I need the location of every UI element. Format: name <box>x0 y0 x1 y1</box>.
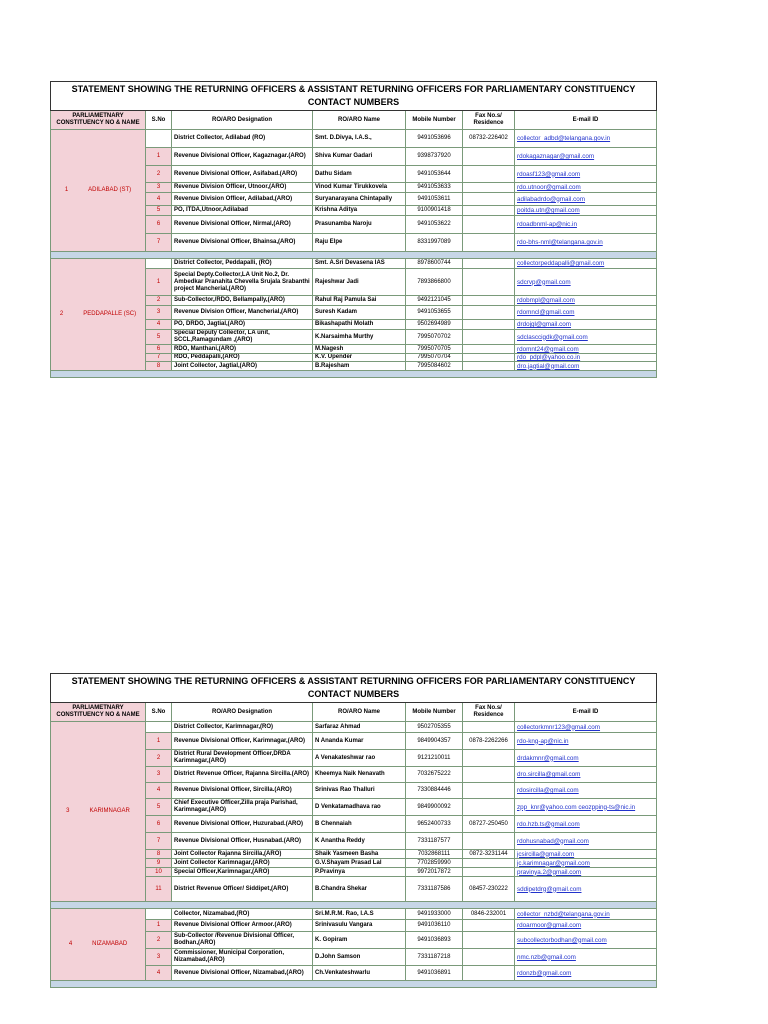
serial-number: 3 <box>146 949 172 966</box>
fax-number: 08727-250450 <box>463 816 515 833</box>
email-link[interactable]: jcsircilla@gmail.com <box>515 850 657 859</box>
designation: District Collector, Peddapalli, (RO) <box>172 259 313 269</box>
email-link[interactable]: rdo.utnoor@gmail.com <box>515 183 657 193</box>
mobile-number: 9491053611 <box>406 193 463 206</box>
email-link[interactable]: rdonzb@gmail.com <box>515 966 657 981</box>
mobile-number: 9849904357 <box>406 733 463 750</box>
officer-name: K.V. Upender <box>313 354 406 362</box>
header-mobile: Mobile Number <box>406 703 463 722</box>
email-link[interactable]: zpp_knr@yahoo.com ceozpping-ts@nic.in <box>515 799 657 816</box>
fax-number: 08457-230222 <box>463 877 515 902</box>
officer-name: K.Narsaimha Murthy <box>313 330 406 345</box>
constituency-no: 2 <box>59 311 64 317</box>
fax-number <box>463 345 515 354</box>
header-constituency: PARLIAMETNARY CONSTITUENCY NO & NAME <box>51 703 146 722</box>
fax-number <box>463 859 515 868</box>
designation: Sub-Collector,/RDO, Bellampally,(ARO) <box>172 296 313 306</box>
serial-number: 3 <box>146 767 172 783</box>
section-separator <box>51 252 657 259</box>
mobile-number: 7032675222 <box>406 767 463 783</box>
designation: District Rural Development Officer,DRDA Karimnagar,(ARO) <box>172 750 313 767</box>
designation: Commissioner, Municipal Corporation, Nizamabad,(ARO) <box>172 949 313 966</box>
email-link[interactable]: dro.jagtial@gmail.com <box>515 362 657 371</box>
email-link[interactable]: pravinya.2@gmail.com <box>515 868 657 877</box>
constituency-name: ADILABAD (ST) <box>88 187 132 193</box>
officer-name: Sri.M.R.M. Rao, I.A.S <box>313 909 406 920</box>
mobile-number: 9502705355 <box>406 722 463 733</box>
header-mobile: Mobile Number <box>406 111 463 130</box>
designation: Special Officer,Karimnagar,(ARO) <box>172 868 313 877</box>
email-link[interactable]: rdo-kng-ap@nic.in <box>515 733 657 750</box>
fax-number <box>463 932 515 949</box>
title-row <box>51 82 657 111</box>
designation: RDO, Peddapalli,(ARO) <box>172 354 313 362</box>
serial-number: 8 <box>146 362 172 371</box>
fax-number: 08732-226402 <box>463 130 515 148</box>
officer-name: Raju Elpe <box>313 234 406 252</box>
constituency-cell <box>51 722 146 902</box>
designation: District Revenue Officer, Rajanna Sircilla.(ARO) <box>172 767 313 783</box>
constituency-name: NIZAMABAD <box>92 941 128 947</box>
serial-number: 2 <box>146 750 172 767</box>
mobile-number: 9121210011 <box>406 750 463 767</box>
constituency-no: 1 <box>64 187 69 193</box>
designation: District Revenue Officer/ Siddipet,(ARO) <box>172 877 313 902</box>
serial-number: 5 <box>146 330 172 345</box>
designation: Revenue Divisional Officer, Husnabad.(ARO) <box>172 833 313 850</box>
constituency-no: 3 <box>66 808 70 814</box>
officer-name: Sarfaraz Ahmad <box>313 722 406 733</box>
mobile-number: 9491053696 <box>406 130 463 148</box>
officer-name: P.Pravinya <box>313 868 406 877</box>
mobile-number: 9491053633 <box>406 183 463 193</box>
email-link[interactable]: collector_nzbd@telangana.gov.in <box>515 909 657 920</box>
mobile-number: 9491036891 <box>406 966 463 981</box>
designation: Revenue Divisional Officer, Kagaznagar.(ARO) <box>172 148 313 166</box>
mobile-number: 9491053644 <box>406 166 463 183</box>
mobile-number: 7995070702 <box>406 330 463 345</box>
designation: PO, ITDA,Utnoor,Adilabad <box>172 206 313 216</box>
page-title: STATEMENT SHOWING THE RETURNING OFFICERS & ASSISTANT RETURNING OFFICERS FOR PARLIAMENTARY CONSTITUENCY CONTACT NUMBERS <box>51 674 657 703</box>
mobile-number: 9491036893 <box>406 932 463 949</box>
email-link[interactable]: subcollectorbodhan@gmail.com <box>515 932 657 949</box>
email-link[interactable]: drdojgl@gmail.com <box>515 320 657 330</box>
fax-number <box>463 234 515 252</box>
fax-number <box>463 362 515 371</box>
email-link[interactable]: rdoadbnml-ap@nic.in <box>515 216 657 234</box>
header-constituency: PARLIAMETNARY CONSTITUENCY NO & NAME <box>51 111 146 130</box>
designation: PO, DRDO, Jagtial,(ARO) <box>172 320 313 330</box>
serial-number: 1 <box>146 148 172 166</box>
fax-number <box>463 306 515 320</box>
header-email: E-mail ID <box>515 111 657 130</box>
mobile-number: 9398737920 <box>406 148 463 166</box>
header-email: E-mail ID <box>515 703 657 722</box>
mobile-number: 9849900092 <box>406 799 463 816</box>
page-title: STATEMENT SHOWING THE RETURNING OFFICERS & ASSISTANT RETURNING OFFICERS FOR PARLIAMENTARY CONSTITUENCY CONTACT NUMBERS <box>51 82 657 111</box>
constituency-name: PEDDAPALLE (SC) <box>83 311 137 317</box>
email-link[interactable]: rdoasf123@gmail.com <box>515 166 657 183</box>
officer-name: B.Rajesham <box>313 362 406 371</box>
designation: Revenue Divisional Officer, Karimnagar,(ARO) <box>172 733 313 750</box>
email-link[interactable]: adilabadrdo@gmail.com <box>515 193 657 206</box>
mobile-number: 7330884446 <box>406 783 463 799</box>
contact-table <box>50 673 657 988</box>
section-separator <box>51 371 657 378</box>
mobile-number: 8331997089 <box>406 234 463 252</box>
designation: Revenue Division Officer, Mancherial,(ARO) <box>172 306 313 320</box>
serial-number: 3 <box>146 306 172 320</box>
officer-name: Dathu Sidam <box>313 166 406 183</box>
fax-number <box>463 799 515 816</box>
officer-name: Shiva Kumar Gadari <box>313 148 406 166</box>
mobile-number: 9491933000 <box>406 909 463 920</box>
designation: Revenue Divisional Officer Armoor.(ARO) <box>172 920 313 932</box>
designation: Sub-Collector /Revenue Divisional Officer, Bodhan,(ARO) <box>172 932 313 949</box>
designation: Joint Collector, Jagtial,(ARO) <box>172 362 313 371</box>
email-link[interactable]: sdclasccigdk@gmail.com <box>515 330 657 345</box>
fax-number <box>463 868 515 877</box>
header-sno: S.No <box>146 703 172 722</box>
mobile-number: 8978600744 <box>406 259 463 269</box>
email-link[interactable]: rdomncl@gmail.com <box>515 306 657 320</box>
header-row <box>51 703 657 722</box>
serial-number <box>146 909 172 920</box>
officer-name: A Venakateshwar rao <box>313 750 406 767</box>
email-link[interactable]: rdo_pdpl@yahoo.co.in <box>515 354 657 362</box>
email-link[interactable]: rdoarmoor@gmail.com <box>515 920 657 932</box>
mobile-number: 9652400733 <box>406 816 463 833</box>
mobile-number: 7995084602 <box>406 362 463 371</box>
officer-name: B.Chandra Shekar <box>313 877 406 902</box>
email-link[interactable]: poitda.utn@gmail.com <box>515 206 657 216</box>
designation: Revenue Division Officer, Adilabad,(ARO) <box>172 193 313 206</box>
serial-number: 8 <box>146 850 172 859</box>
designation: District Collector, Karimnagar,(RO) <box>172 722 313 733</box>
table-row <box>51 130 657 148</box>
serial-number <box>146 259 172 269</box>
mobile-number: 9972017872 <box>406 868 463 877</box>
officer-name: Suresh Kadam <box>313 306 406 320</box>
fax-number <box>463 320 515 330</box>
fax-number <box>463 216 515 234</box>
mobile-number: 7331187586 <box>406 877 463 902</box>
officer-name: Krishna Aditya <box>313 206 406 216</box>
contact-table <box>50 81 657 378</box>
fax-number <box>463 193 515 206</box>
fax-number <box>463 269 515 296</box>
officer-name: N Ananda Kumar <box>313 733 406 750</box>
email-link[interactable]: sdcrvp@gmail.com <box>515 269 657 296</box>
email-link[interactable]: drdakmnr@gmail.com <box>515 750 657 767</box>
designation: Special Deputy Collector, LA unit, SCCL,Ramagundam ,(ARO) <box>172 330 313 345</box>
mobile-number: 7702859990 <box>406 859 463 868</box>
mobile-number: 9502694989 <box>406 320 463 330</box>
mobile-number: 9491036110 <box>406 920 463 932</box>
fax-number <box>463 148 515 166</box>
fax-number <box>463 920 515 932</box>
designation: Revenue Divisional Officer, Bhainsa,(ARO) <box>172 234 313 252</box>
header-designation: RO/ARO Designation <box>172 703 313 722</box>
email-link[interactable]: nmc.nzb@gmail.com <box>515 949 657 966</box>
mobile-number: 7032868111 <box>406 850 463 859</box>
constituency-cell <box>51 259 146 371</box>
serial-number: 7 <box>146 354 172 362</box>
serial-number: 11 <box>146 877 172 902</box>
header-name: RO/ARO Name <box>313 111 406 130</box>
serial-number: 2 <box>146 932 172 949</box>
email-link[interactable]: sddipetdrg@gmail.com <box>515 877 657 902</box>
officer-name: G.V.Shayam Prasad Lal <box>313 859 406 868</box>
serial-number <box>146 722 172 733</box>
officer-name: Srinivasulu Vangara <box>313 920 406 932</box>
fax-number <box>463 354 515 362</box>
officer-name: Srinivas Rao Thalluri <box>313 783 406 799</box>
serial-number: 4 <box>146 193 172 206</box>
mobile-number: 7995070705 <box>406 345 463 354</box>
designation: District Collector, Adilabad (RO) <box>172 130 313 148</box>
header-fax: Fax No.s/ Residence <box>463 703 515 722</box>
email-link[interactable]: collectorkmnr123@gmail.com <box>515 722 657 733</box>
email-link[interactable]: dro.sircilla@gmail.com <box>515 767 657 783</box>
constituency-cell <box>51 130 146 252</box>
fax-number <box>463 750 515 767</box>
mobile-number: 7995070704 <box>406 354 463 362</box>
designation: Revenue Divisional Officer, Nizamabad,(ARO) <box>172 966 313 981</box>
constituency-name: KARIMNAGAR <box>89 808 130 814</box>
email-link[interactable]: rdobmpl@gmail.com <box>515 296 657 306</box>
fax-number <box>463 767 515 783</box>
serial-number: 6 <box>146 216 172 234</box>
header-fax: Fax No.s/ Residence <box>463 111 515 130</box>
officer-name: Suryanarayana Chintapally <box>313 193 406 206</box>
email-link[interactable]: jc.karimnagar@gmail.com <box>515 859 657 868</box>
email-link[interactable]: rdohusnabad@gmail.com <box>515 833 657 850</box>
fax-number: 0878-2262266 <box>463 733 515 750</box>
mobile-number: 7893866800 <box>406 269 463 296</box>
designation: Joint Collector Rajanna Sircilla,(ARO) <box>172 850 313 859</box>
officer-name: K. Gopiram <box>313 932 406 949</box>
officer-name: Ch.Venkateshwarlu <box>313 966 406 981</box>
mobile-number: 7331187218 <box>406 949 463 966</box>
officer-name: Kheemya Naik Nenavath <box>313 767 406 783</box>
fax-number <box>463 722 515 733</box>
fax-number <box>463 296 515 306</box>
header-row <box>51 111 657 130</box>
serial-number: 1 <box>146 733 172 750</box>
table-row <box>51 909 657 920</box>
serial-number: 5 <box>146 206 172 216</box>
serial-number: 10 <box>146 868 172 877</box>
email-link[interactable]: rdokagaznagar@gmail.com <box>515 148 657 166</box>
mobile-number: 7331187577 <box>406 833 463 850</box>
serial-number: 4 <box>146 966 172 981</box>
fax-number <box>463 833 515 850</box>
serial-number <box>146 130 172 148</box>
table-row <box>51 722 657 733</box>
header-designation: RO/ARO Designation <box>172 111 313 130</box>
fax-number <box>463 259 515 269</box>
designation: RDO, Manthani,(ARO) <box>172 345 313 354</box>
officer-name: Smt. D.Divya, I.A.S., <box>313 130 406 148</box>
serial-number: 7 <box>146 833 172 850</box>
email-link[interactable]: rdo.hzb.ts@gmail.com <box>515 816 657 833</box>
officer-name: Vinod Kumar Tirukkovela <box>313 183 406 193</box>
designation: Chief Executive Officer,Zilla praja Parishad, Karimnagar,(ARO) <box>172 799 313 816</box>
title-row <box>51 674 657 703</box>
designation: Revenue Divisional Officer, Nirmal,(ARO) <box>172 216 313 234</box>
officer-name: Rahul Raj Pamula Sai <box>313 296 406 306</box>
fax-number <box>463 330 515 345</box>
serial-number: 4 <box>146 320 172 330</box>
officer-name: Smt. A.Sri Devasena IAS <box>313 259 406 269</box>
email-link[interactable]: rdo-bhs-nml@telangana.gov.in <box>515 234 657 252</box>
serial-number: 2 <box>146 296 172 306</box>
constituency-cell <box>51 909 146 981</box>
officer-name: D.John Samson <box>313 949 406 966</box>
mobile-number: 9491053622 <box>406 216 463 234</box>
section-separator <box>51 981 657 988</box>
officer-name: D Venkatamadhava rao <box>313 799 406 816</box>
designation: Revenue Divisional Officer, Sircilla.(ARO) <box>172 783 313 799</box>
fax-number <box>463 966 515 981</box>
designation: Joint Collector Karimnagar,(ARO) <box>172 859 313 868</box>
mobile-number: 9492121045 <box>406 296 463 306</box>
designation: Special Depty.Collector,LA Unit No.2, Dr. Ambedkar Pranahita Chevella Srujala Srabanthi project Mancherial,(ARO) <box>172 269 313 296</box>
serial-number: 1 <box>146 920 172 932</box>
officer-name: Rajeshwar Jadi <box>313 269 406 296</box>
designation: Revenue Divisional Officer, Huzurabad.(ARO) <box>172 816 313 833</box>
officer-name: B Chennaiah <box>313 816 406 833</box>
email-link[interactable]: rdomnt24@gmail.com <box>515 345 657 354</box>
officer-name: M.Nagesh <box>313 345 406 354</box>
officer-name: Shaik Yasmeen Basha <box>313 850 406 859</box>
serial-number: 6 <box>146 816 172 833</box>
serial-number: 5 <box>146 799 172 816</box>
fax-number: 0846-232001 <box>463 909 515 920</box>
section-separator <box>51 902 657 909</box>
designation: Revenue Divisional Officer, Asifabad.(ARO) <box>172 166 313 183</box>
serial-number: 7 <box>146 234 172 252</box>
designation: Revenue Division Officer, Utnoor,(ARO) <box>172 183 313 193</box>
fax-number <box>463 166 515 183</box>
fax-number <box>463 783 515 799</box>
fax-number: 0872-3231144 <box>463 850 515 859</box>
fax-number <box>463 206 515 216</box>
email-link[interactable]: collectorpeddapalli@gmail.com <box>515 259 657 269</box>
header-name: RO/ARO Name <box>313 703 406 722</box>
table-row <box>51 259 657 269</box>
fax-number <box>463 949 515 966</box>
serial-number: 9 <box>146 859 172 868</box>
email-link[interactable]: collector_adbd@telangana.gov.in <box>515 130 657 148</box>
serial-number: 3 <box>146 183 172 193</box>
email-link[interactable]: rdosircilla@gmail.com <box>515 783 657 799</box>
serial-number: 2 <box>146 166 172 183</box>
header-sno: S.No <box>146 111 172 130</box>
officer-name: K Anantha Reddy <box>313 833 406 850</box>
mobile-number: 9100901418 <box>406 206 463 216</box>
mobile-number: 9491053655 <box>406 306 463 320</box>
serial-number: 6 <box>146 345 172 354</box>
officer-name: Bikashapathi Molath <box>313 320 406 330</box>
serial-number: 1 <box>146 269 172 296</box>
constituency-no: 4 <box>68 941 73 947</box>
serial-number: 4 <box>146 783 172 799</box>
fax-number <box>463 183 515 193</box>
designation: Collector, Nizamabad,(RO) <box>172 909 313 920</box>
officer-name: Prasunamba Naroju <box>313 216 406 234</box>
